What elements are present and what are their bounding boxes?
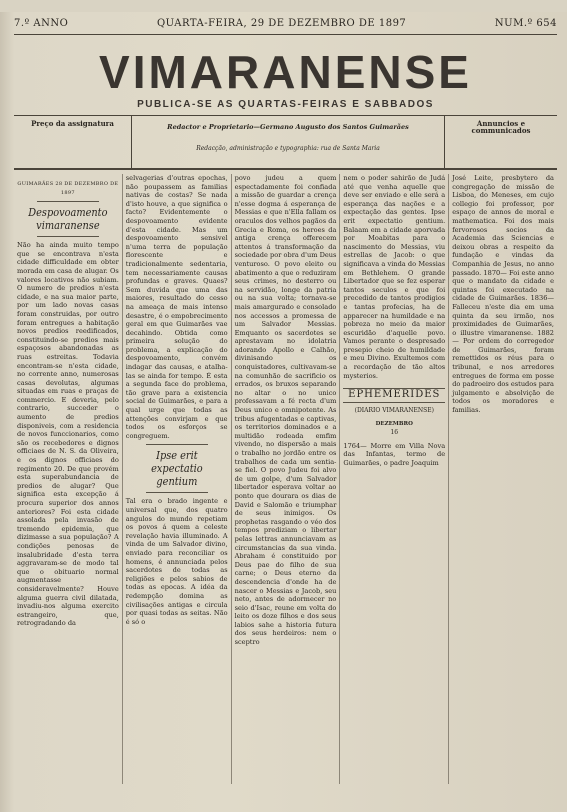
year-label: 7.º ANNO	[14, 17, 69, 29]
ephemerides-subtitle: (DIARIO VIMARANENSE)	[354, 406, 434, 414]
divider	[37, 236, 99, 237]
masthead-title: VIMARANENSE	[99, 46, 472, 98]
article-title-despovoamento: Despovoamento vimaranense	[28, 205, 108, 233]
subscription-heading: Preço da assignatura	[31, 119, 114, 128]
column-1	[14, 174, 123, 784]
masthead	[14, 35, 557, 115]
ephemerides-month: DEZEMBRO	[375, 421, 413, 428]
column-3	[232, 174, 341, 784]
editor-box	[132, 116, 445, 168]
masthead-subtitle: PUBLICA-SE AS QUARTAS-FEIRAS E SABBADOS	[137, 99, 434, 110]
office-address: Redacção, administração e typographia: rua de Santa Maria	[196, 145, 380, 152]
subscription-box	[14, 116, 132, 168]
article-text: nem o poder sahirão de Judá até que venha aquelle que deve ser enviado e elle será a esperança das nações e a expectação das gentes. Ipse erit expectatio gentium. Balaam em a cidade aporvada por Moabitas para o nascimento do Messias, viu estrellas de Jacob: o que significava a vinda do Messias em Bethlehem. O grande Libertador que se fez esperar tantos seculos e que foi precedido de tantos prodigios e tantas profecias, ha de apparecer na humildade e na pobreza no meio da maior escuridão d'aquelle povo. Vamos perante o despresado presepio cheio de humildade e meu Divino. Exultemos com a recordação de tão altos mysterios.	[343, 174, 446, 380]
divider	[146, 492, 208, 493]
newspaper-page	[0, 12, 567, 812]
editor-heading: Redactor e Proprietario—Germano Augusto dos Santos Guimarães	[167, 123, 409, 131]
issue-number: NUM.º 654	[494, 17, 557, 29]
columns	[14, 170, 557, 784]
column-2	[123, 174, 232, 784]
column-4	[340, 174, 449, 784]
article-text: José Leite, presbytero da congregação de missão de Lisboa, do Meneses, em cujo collegio foi professor, por espaço de annos de moral e mathematica. Foi dos mais fervorosos socios da Academia das Sciencias e deixou obras a respeito da fundação e vindas da Companhia de Jesus, no anno passado. 1870— Foi este anno que o mandato da cidade e quintas foi executado na cidade de Guimarães. 1836— Falleceu n'este dia em uma quinta da seu irmão, nos proximidades de Guimarães, o illustre vimaranense. 1882— Por ordem do corregedor de Guimarães, foram remettidos os réus para o tribunal, e nos arredores entregues de forma em posse do padroeiro dos estudos para julgamento e absolvição de todos os moradores e familias.	[452, 174, 554, 415]
header-strip	[14, 12, 557, 35]
column-5	[449, 174, 557, 784]
advert-box	[445, 116, 557, 168]
divider	[37, 201, 99, 202]
advert-heading: Annuncios e communicados	[471, 119, 531, 135]
article-title-ipse-erit: Ipse erit expectatio gentium	[150, 448, 203, 489]
article-text: selvagerias d'outras epochas, não poupassem as familias nativas de costas? Se nada d'isto houve, a que significa o facto? Evidentemente o despovoamento evidente d'esta cidade. Mas um despovoamento sensivel n'uma terra de população florescente e tradicionalmente sedentaria, tem necessariamente causas profundas e graves. Quaes? Sem duvida que uma das maiores, resultado do cesso na ameaça de mais intenso desastre, é o empobrecimento geral em que Guimarães vae decahindo. Obtida como primeira solução do problema, a explicação do despovoamento, convém indagar das causas, e atalha-las se ainda for tempo. É esta a segunda face do problema, tão grave para a existencia social de Guimarães, e para a qual urge que todas as attenções convirjam e que todos os esforços se congreguem.	[125, 174, 228, 440]
ephemerides-section	[343, 388, 445, 437]
divider	[146, 444, 208, 445]
article-text: povo judeu a quem espectadamente foi confiada a missão de guardar a crença n'esse dogma á esperança de Messias e que n'Ella fallam os oraculos dos velhos pagãos da Grecia e Roma, os heroes da antiga crença offerecem attentos á transformação da sociedade por obra d'um Deus venturoso. O povo eleito ou abatimento a que o reduziram seus crimes, no desterro ou na servidão, longe da patria ou na sua volta; tornava-se mais amargurado e consolado nos accessos a promessa de um Salvador Messias. Emquanto os sacerdotes se aprestavam no idolatria adorando Apollo e Calhão, divinisando os conquistadores, cultivavam-se na comunhão de sacrificio os errados, os bruxos separando no altar o no unico professavam a fé recta d'um Deus unico e omnipotente. As tribus afugentadas e captivas, os territorios dominados e a multidão rodeada emfim vivendo, no dispersão a mais o trabalho no jordão entre os trabalhos de cada um sentia-se fiel. O povo Judeu foi alvo de um golpe, d'um Salvador libertador esperava voltar ao ponto que dourara os dias de David e Salomão e triumphar de seus inimigos. Os prophetas rasgando o véo dos tempos prediziam o libertar pelas lettras annunciavam as circumstancias da sua vinda. Abraham é constituido por Deus pae do filho de sua carne; o Deus eterno da descendencia d'onde ha de nascer o Messias e Jacob, seu neto, antes de adormecer no seio d'Isac, reune em volta do leito os doze filhos e dos seus labios sahe a historia futura dos seus herdeiros: nem o sceptro	[234, 174, 337, 647]
article-text: Tal era o brado ingente e universal que, dos quatro angulos do mundo repetiam os povos á quem a celeste revelação havia illuminado. A vinda de um Salvador divino, enviado para reconciliar os homens, é annunciada pelos sacerdotes de todas as religiões e pelos sabios de todas as epocas. A idéa da redempção domina as civilisações antigas e circula por quasi todas as seitas. Não é só o	[125, 497, 228, 626]
ephemerides-title: EPHEMERIDES	[343, 388, 445, 403]
info-bar	[14, 115, 557, 170]
ephemerides-day: 16	[390, 429, 399, 437]
article-text: Não ha ainda muito tempo que se encontrava n'esta cidade difficuldade em obter morada em casa de alugar. Os valores locativos não subiam. O numero de predios n'esta cidade, e na sua maior parte, por um lado novas casas foram construidas, por outro foram entregues a habitação novos predios reedificados, constituindo-se predios mais espaçosos abandonadas as ruas estreitas. Todavia encontram-se n'esta cidade, no corrente anno, numerosas casas devolutas, algumas situadas em ruas e praças de commercio. E deveria, pelo contrario, succeder o aumento de predios disponiveis, com a residencia de novos funccionarios, como são os recebedores e dignos officiaes de N. S. da Oliveira, e os dignos officiaes do regimento 20. De que provém esta superabundancia de predios de alugar? Que significa esta excepção á procura superior dos annos anteriores? Foi esta cidade assolada pela invasão de tremendo epidemia, que dizimasse a sua população? A condições penosas de insalubridade d'esta terra aggravaram-se de modo tal que o obituario normal augmentasse consideravelmente? Houve alguma guerra civil dilatada, invadiu-nos alguma exercito estrangeiro, que, retrogradando da	[17, 241, 119, 628]
dateline: GUIMARÃES 28 DE DEZEMBRO DE 1897	[17, 181, 119, 196]
ephemerides-text: 1764— Morre em Villa Nova das Infantas, termo de Guimarães, o padre Joaquim	[343, 441, 446, 467]
date-label: QUARTA-FEIRA, 29 DE DEZEMBRO DE 1897	[156, 17, 407, 29]
